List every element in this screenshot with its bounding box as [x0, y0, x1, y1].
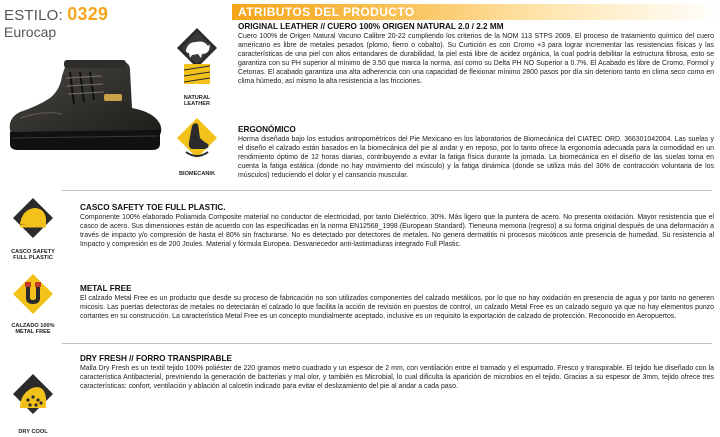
style-block — [4, 6, 124, 40]
dry-cool-label: DRY COOL — [18, 429, 48, 435]
bull-leather-icon — [174, 26, 220, 90]
section-body: Componente 100% elaborado Poliamida Composite material no conductor de electricidad, por tanto Dieléctrico. 30%. Más ligero que la puntera de acero. No presenta oxidación. Mayor resistencia que el casco de acero. Sus dimensiones están de acuerdo con las especificadas en la norma EN12568_1998 (European Standard). Tieneuna memoria (regreso) a su forma original después de una deformación a través de impacto y/o compresión de hasta el 80% sin fracturarse. No es detectado por detectores de metales. No genera dermatitis ni procesos micóticos ante presencia de humedad. Su resistencia al Impacto y compresión es de 200 Joules. Material y fórmula Europea. Desvanecedor anti-lastimaduras integrado Full Plastic. — [80, 214, 714, 249]
dry-cool-icon — [10, 372, 56, 424]
dry-cool-badge — [8, 372, 58, 435]
section-safety-toe — [80, 203, 714, 249]
safety-toe-badge — [6, 196, 60, 262]
boot-image — [4, 58, 164, 154]
divider-line — [62, 190, 712, 191]
metal-free-icon — [10, 272, 56, 318]
safety-toe-label: CASCO SAFETY FULL PLASTIC — [11, 249, 55, 262]
metal-free-label: CALZADO 100% METAL FREE — [11, 323, 55, 336]
divider-line — [62, 343, 712, 344]
section-dry-fresh — [80, 354, 714, 391]
natural-leather-label: NATURAL LEATHER — [183, 95, 211, 108]
natural-leather-badge — [174, 26, 220, 108]
style-name: Eurocap — [4, 24, 57, 40]
biomecanik-badge — [174, 116, 220, 177]
section-body: Cuero 100% de Origen Natural Vacuno Calibre 20-22 cumpliendo los criterios de la NOM 113 STPS 2009. El proceso de tratamiento químico del cuero americano es libre de metales pesados (plomo, fierro o cobalto). Su Curtición es con Cromo +3 para lograr incrementar las resistencias físicas y las características de una piel con altos entandares de durabilidad, la piel está libre de acidez orgánica, la cual podría debilitar la estructura fibrosa, esto se garantiza con su PH superior al mínimo de 3.50 que marca la norma, así como su Delta PH NO Superior a 0.7%. El Acabado es libre de Cromo, Formol y Cetonas. El acabado garantiza una alta adherencia con una capacidad de flexionar mínimo 2800 pasos por día sin deterioro tanto en clima seco como en clima húmedo, así mismo la alta resistencia a las fricciones. — [238, 33, 714, 86]
section-ergonomic — [238, 125, 714, 180]
product-attributes-title: ATRIBUTOS DEL PRODUCTO — [238, 5, 415, 19]
section-title: ORIGINAL LEATHER // CUERO 100% ORIGEN NATURAL 2.0 / 2.2 MM — [238, 22, 504, 31]
section-title: METAL FREE — [80, 284, 132, 293]
section-body: El calzado Metal Free es un producto que desde su proceso de fabricación no son utilizados componentes del calzado metálicos, por lo que no hay oxidación en presencia de agua y por tanto no generen micosis. Las puertas detectoras de metales no detectarán el calzado lo que facilita la acción de revisión en puestos de control, un calzado Metal Free es un calzado seguro ya que no hay elementos punzo cortantes en su construcción. La característica Metal Free es un concepto mundialmente aceptado, inclusive es un requisito la exportación de calzado de protección. Reconocido en Aeropuertos. — [80, 295, 714, 321]
safety-toe-icon — [10, 196, 56, 244]
section-metal-free — [80, 284, 714, 321]
metal-free-badge — [8, 272, 58, 336]
style-line — [4, 6, 124, 24]
section-title: ERGONÓMICO — [238, 125, 296, 134]
section-original-leather — [238, 22, 714, 87]
style-prefix: ESTILO: — [4, 7, 63, 24]
biomecanik-label: BIOMECANIK — [178, 171, 216, 177]
foot-ergonomic-icon — [174, 116, 220, 166]
style-code: 0329 — [67, 4, 109, 24]
section-body: Malla Dry Fresh es un textil tejido 100% poliéster de 220 gramos metro cuadrado y un espesor de 2 mm, con ventilación entre el tramado y el espumado. Fresco y transpirable. El tejido fue diseñado con la característica Antibacterial, previniendo la generación de bacterias y mal olor, y también es Microbial, lo cual dificulta la aparición de microbios en el tejido. Gracias a su espesor de 3mm, tejido ofrece tres características: confort, ventilación y ablación al calcetín indicado para evitar el deslizamiento del pie al andar a cada paso. — [80, 365, 714, 391]
section-body: Horma diseñada bajo los estudios antropométricos del Pie Mexicano en los laboratorios de Biomecánica del CIATEC ORD. 366301042004. Las suelas y el diseño el calzado están basados en la biomecánica del pie al andar y en reposo, por lo tanto ofrece la ergonomía adecuada para la comodidad en un rendimiento óptimo de 12 horas diarias, contribuyendo a evitar la fatiga física durante la jornada. La biomecánica en el diseño de las suelas toma en cuenta la fatiga estática (donde no hay movimiento del músculo) y la fatiga dinámica (donde se utiliza más del 30% de contracción voluntaria de los músculos) reduciendo el dolor y el cansancio muscular. — [238, 136, 714, 180]
section-title: DRY FRESH // FORRO TRANSPIRABLE — [80, 354, 232, 363]
section-title: CASCO SAFETY TOE FULL PLASTIC. — [80, 203, 226, 212]
section-header-bar — [232, 4, 720, 20]
